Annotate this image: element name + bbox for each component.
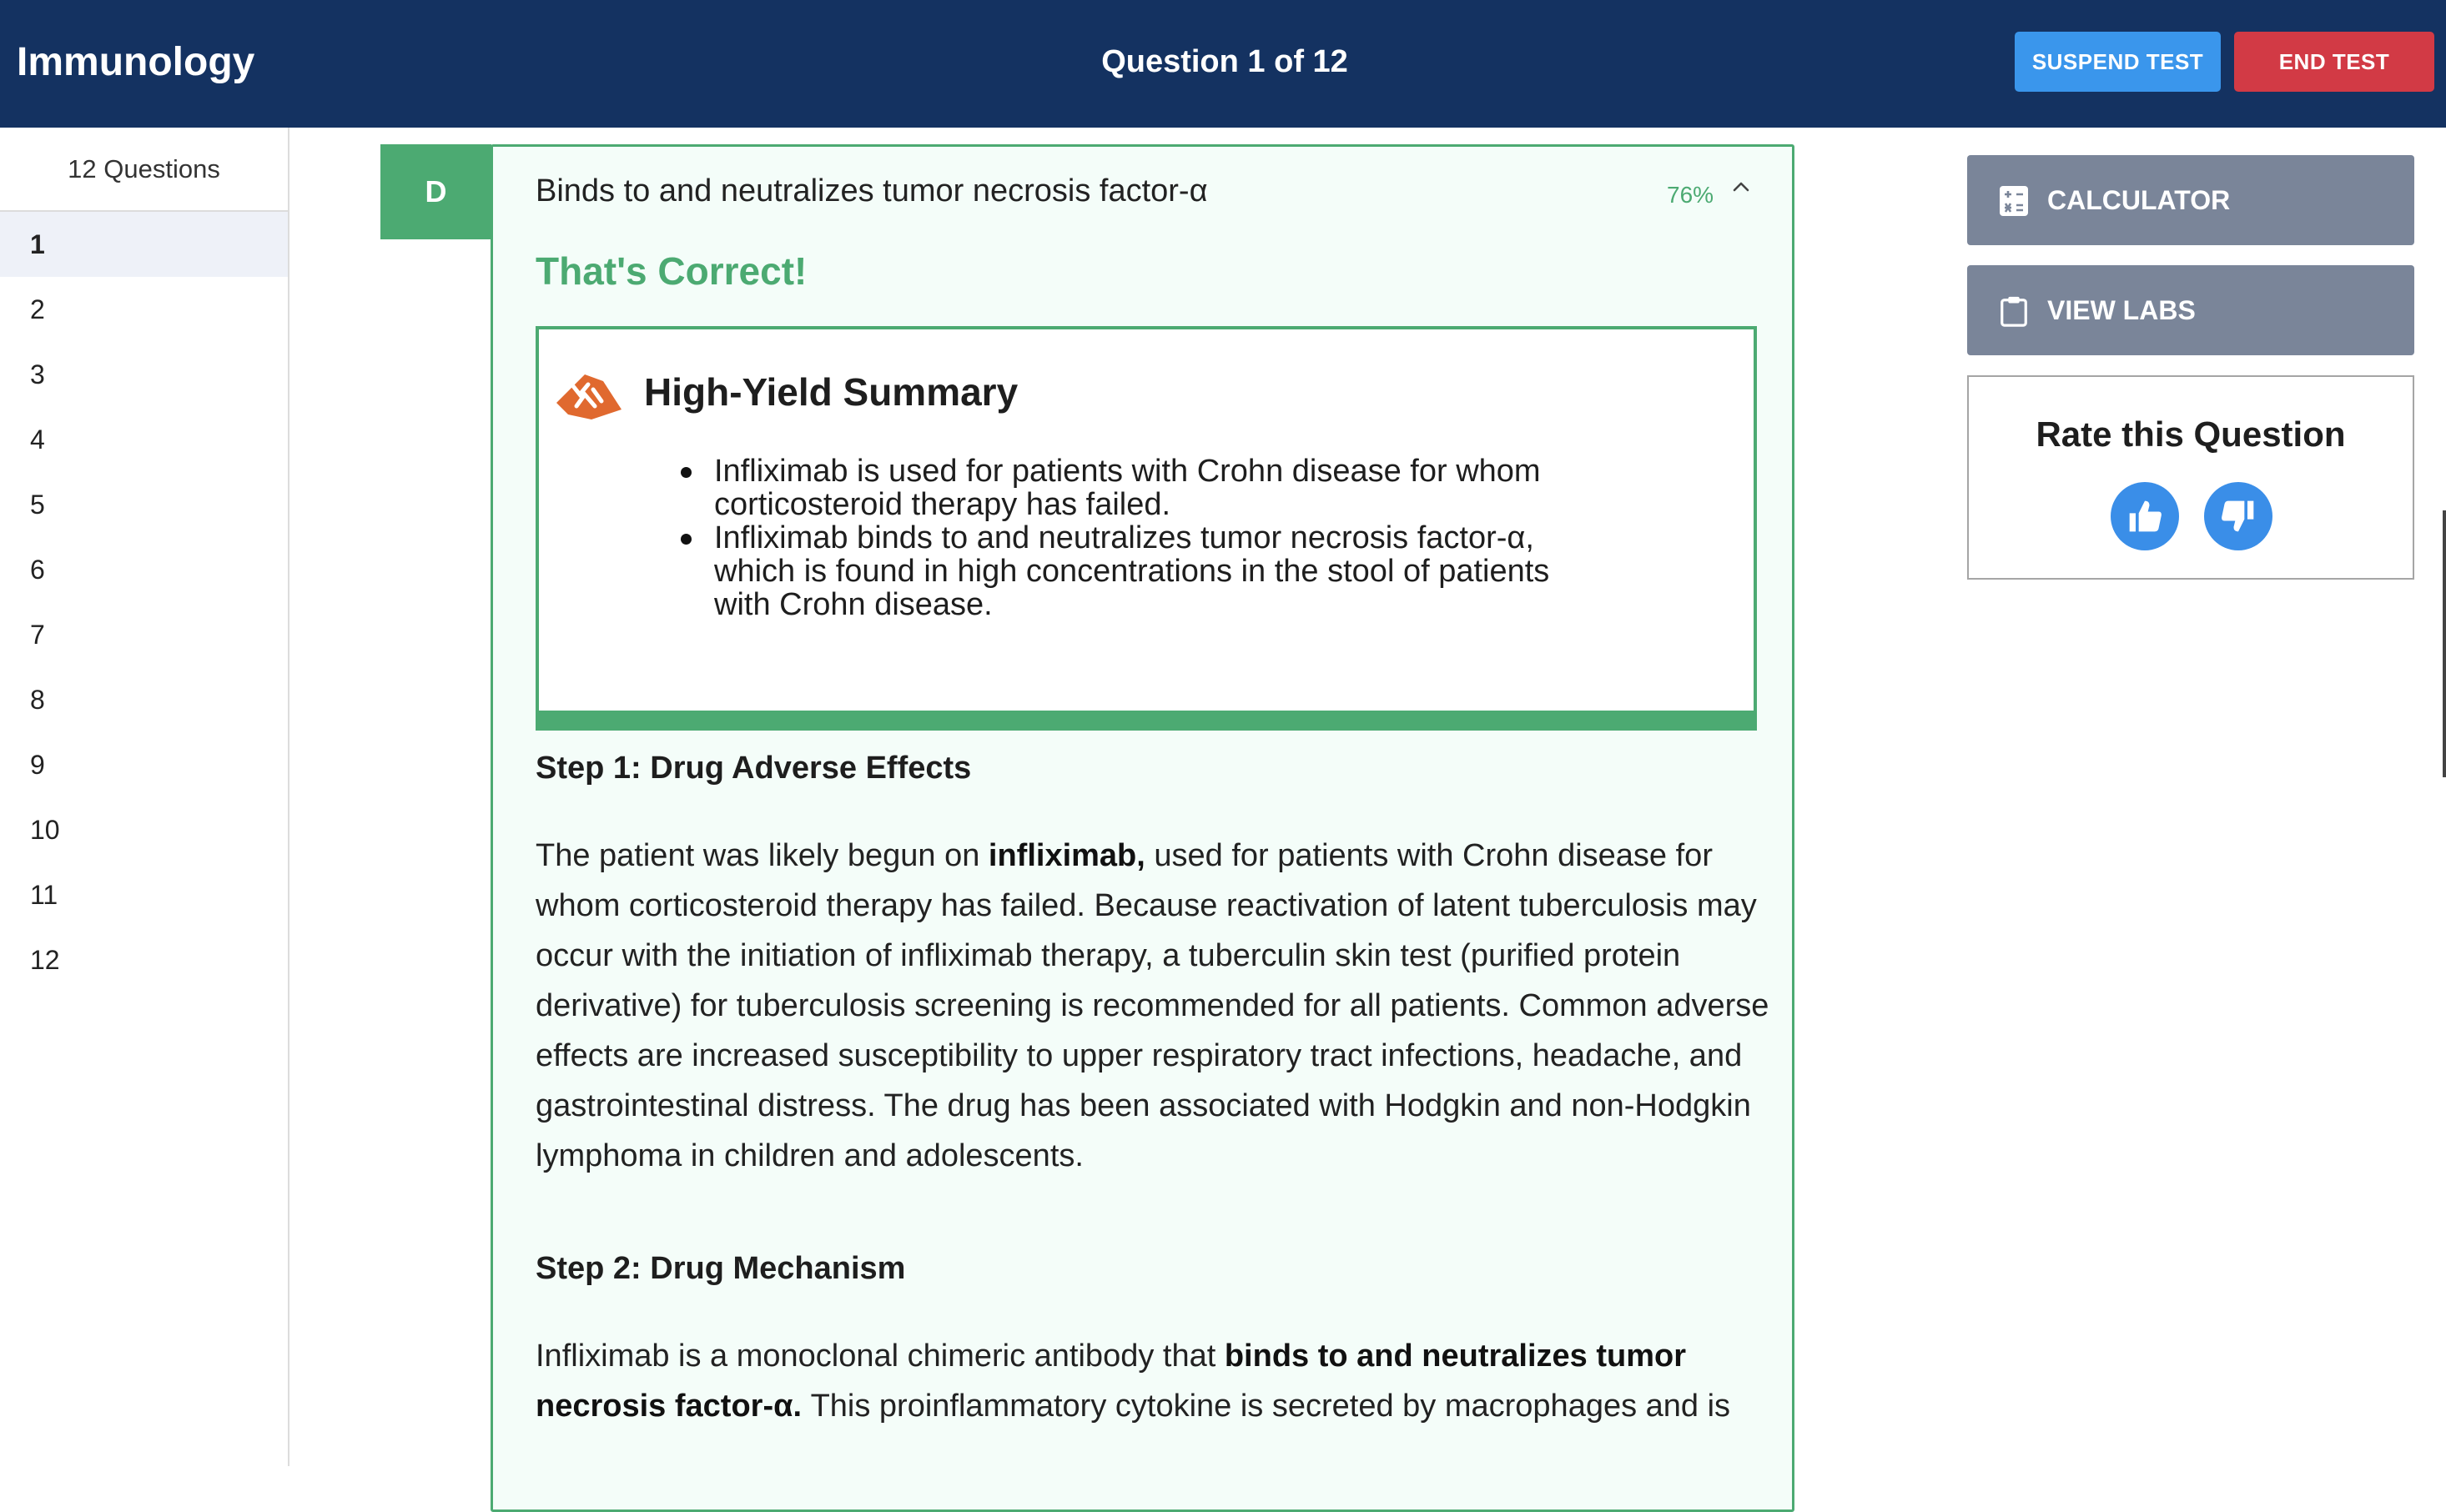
question-nav-item[interactable]: 10 bbox=[30, 815, 60, 845]
scrollbar[interactable] bbox=[2443, 510, 2446, 777]
rate-question-panel bbox=[1967, 375, 2414, 580]
thumbs-down-icon bbox=[2220, 498, 2257, 535]
thumbs-up-button[interactable] bbox=[2111, 482, 2179, 550]
question-nav-item[interactable]: 12 bbox=[30, 945, 60, 975]
step1-paragraph: The patient was likely begun on infliximab, used for patients with Crohn disease for whom corticosteroid therapy has failed. Because reactivation of latent tuberculosis may occur with the initiation of infliximab therapy, a tuberculin skin test (purified protein derivative) for tuberculosis screening is recommended for all patients. Common adverse effects are increased susceptibility to upper respiratory tract infections, headache, and gastrointestinal distress. The drug has been associated with Hodgkin and non-Hodgkin lymphoma in children and adolescents. bbox=[536, 838, 1769, 1173]
summary-list bbox=[714, 455, 1590, 621]
app-title: Immunology bbox=[17, 40, 255, 84]
question-count-heading: 12 Questions bbox=[0, 128, 288, 212]
high-yield-summary-box bbox=[536, 326, 1757, 731]
chevron-up-icon[interactable] bbox=[1731, 177, 1751, 197]
result-heading: That's Correct! bbox=[536, 249, 808, 293]
step2-paragraph: Infliximab is a monoclonal chimeric antibody that binds to and neutralizes tumor necrosis factor-α. This proinflammatory cytokine is secreted by macrophages and is bbox=[536, 1339, 1731, 1424]
summary-bullet: Infliximab is used for patients with Crohn disease for whom corticosteroid therapy has failed. bbox=[714, 455, 1590, 521]
question-nav-item[interactable]: 6 bbox=[30, 555, 45, 585]
high-yield-logo-icon bbox=[551, 369, 625, 424]
question-nav-item[interactable]: 4 bbox=[30, 424, 45, 455]
question-nav-item[interactable]: 9 bbox=[30, 750, 45, 780]
clipboard-icon bbox=[1999, 295, 2029, 327]
view-labs-button[interactable] bbox=[1967, 265, 2414, 355]
answer-card bbox=[491, 144, 1794, 1512]
calculator-button[interactable] bbox=[1967, 155, 2414, 245]
question-nav-item[interactable]: 8 bbox=[30, 685, 45, 715]
summary-title: High-Yield Summary bbox=[644, 370, 1019, 414]
suspend-test-button[interactable]: SUSPEND TEST bbox=[2015, 32, 2221, 92]
summary-bullet: Infliximab binds to and neutralizes tumor necrosis factor-α, which is found in high concentrations in the stool of patients with Crohn disease. bbox=[714, 521, 1590, 621]
step1-heading: Step 1: Drug Adverse Effects bbox=[536, 751, 972, 786]
rate-title: Rate this Question bbox=[2036, 414, 2346, 454]
thumbs-down-button[interactable] bbox=[2204, 482, 2272, 550]
question-counter: Question 1 of 12 bbox=[1101, 44, 1348, 79]
end-test-button[interactable]: END TEST bbox=[2234, 32, 2434, 92]
question-nav-item[interactable]: 2 bbox=[30, 294, 45, 324]
answer-choice-text[interactable]: Binds to and neutralizes tumor necrosis factor-α bbox=[536, 173, 1208, 208]
question-nav-item[interactable]: 1 bbox=[0, 212, 288, 277]
answer-percent: 76% bbox=[1667, 182, 1714, 208]
step2-heading: Step 2: Drug Mechanism bbox=[536, 1251, 906, 1286]
view-labs-label: VIEW LABS bbox=[2047, 295, 2196, 325]
top-bar bbox=[0, 0, 2446, 128]
question-nav-item[interactable]: 5 bbox=[30, 490, 45, 520]
question-sidebar bbox=[0, 128, 289, 1466]
question-nav-item[interactable]: 11 bbox=[30, 880, 58, 910]
question-nav-item[interactable]: 3 bbox=[30, 359, 45, 389]
thumbs-up-icon bbox=[2126, 498, 2163, 535]
main-content bbox=[289, 128, 1959, 1466]
answer-letter-badge: D bbox=[380, 144, 491, 239]
calculator-label: CALCULATOR bbox=[2047, 185, 2231, 215]
calculator-icon bbox=[1999, 185, 2029, 217]
question-nav-item[interactable]: 7 bbox=[30, 620, 45, 650]
